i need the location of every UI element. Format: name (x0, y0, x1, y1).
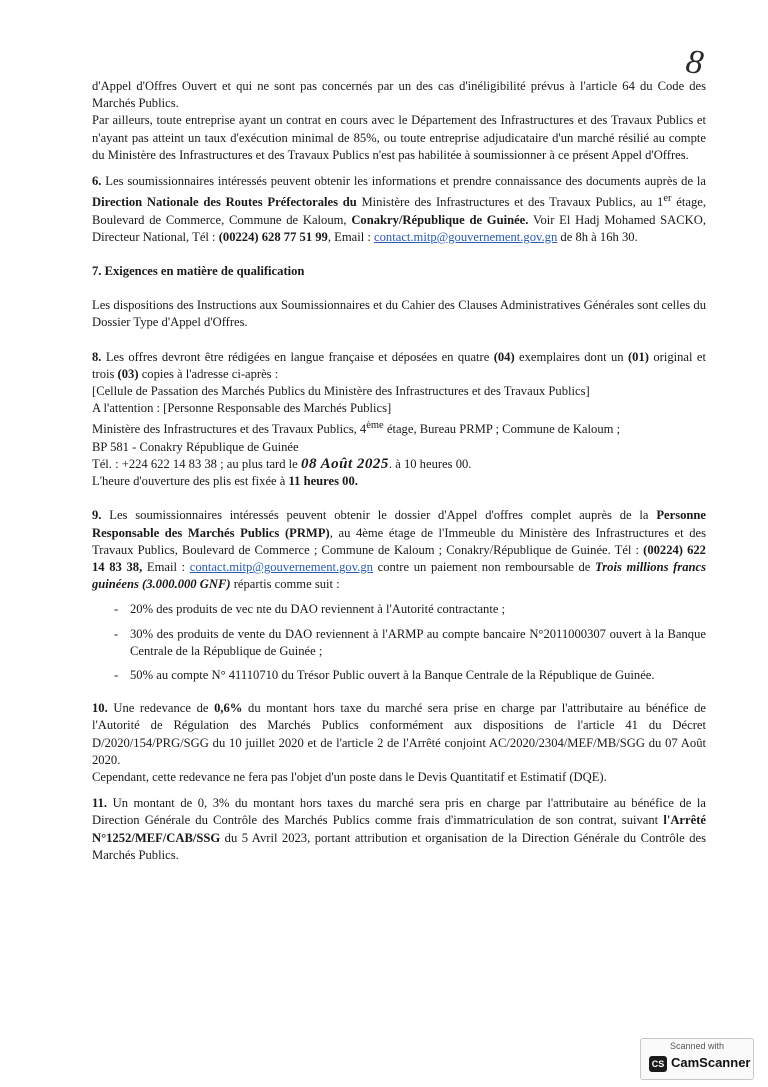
camscanner-logo-icon: CS (649, 1056, 667, 1072)
section-9-number: 9. (92, 508, 102, 523)
section-10: 10. Une redevance de 0,6% du montant hors taxe du marché sera prise en charge par l'attributaire au bénéfice de l'Autorité de Régulation des Marchés Publics conformément aux dispositions de l'article 41 du Décret D/2020/154/PRG/SGG du 10 juillet 2020 et de l'article 2 de l'Arrêté conjoint AC/2020/2304/MEF/MB/SGG du 07 Août 2020. (92, 701, 707, 767)
section-10-number: 10. (92, 701, 108, 716)
handwritten-page-number: 8 (683, 43, 706, 83)
address-attention: A l'attention : [Personne Responsable des Marchés Publics] (92, 401, 392, 416)
intro-paragraph-2: Par ailleurs, toute entreprise ayant un contrat en cours avec le Département des Infrastructures et des Travaux Publics et n'ayant pas atteint un taux d'exécution minimal de 85%, ou toute entreprise adjudicataire d'un marché résilié au compte du Ministère des Infrastructures et des Travaux Publics n'est pas habilitée à soumissionner à ce présent Appel d'Offres. (92, 113, 706, 162)
section-9: 9. Les soumissionnaires intéressés peuvent obtenir le dossier d'Appel d'offres complet auprès de la Personne Responsable des Marchés Publics (PRMP), au 4ème étage de l'Immeuble du Ministère des Infrastructures et des Travaux Publics, Boulevard de Commerce ; Commune de Kaloum ; Conakry/République de Guinée. Tél : (00224) 622 14 83 38, Email : contact.mitp@gouvernement.gov.gn contre un paiement non remboursable de Trois millions francs guinéens (3.000.000 GNF) répartis comme suit : (92, 508, 707, 592)
opening-time-line: L'heure d'ouverture des plis est fixée à 11 heures 00. (92, 474, 358, 489)
handwritten-deadline-date: 08 Août 2025 (300, 456, 389, 473)
prmp-title: Personne Responsable des Marchés Publics (PRMP) (92, 508, 707, 540)
section-7-text: Les dispositions des Instructions aux Soumissionnaires et du Cahier des Clauses Administratives Générales sont celles du Dossier Type d'Appel d'Offres. (92, 298, 706, 330)
list-item: - 20% des produits de vec nte du DAO reviennent à l'Autorité contractante ; (114, 602, 506, 617)
section-6-number: 6. (92, 174, 102, 189)
directorate-name: Direction Nationale des Routes Préfectorales du (92, 195, 357, 210)
prmp-email-link[interactable]: contact.mitp@gouvernement.gov.gn (189, 560, 373, 575)
section-6: 6. Les soumissionnaires intéressés peuvent obtenir les informations et prendre connaissance des documents auprès de la Direction Nationale des Routes Préfectorales du Ministère des Infrastructures et des Travaux Publics, au 1er étage, Boulevard de Commerce, Commune de Kaloum, Conakry/République de Guinée. Voir El Hadj Mohamed SACKO, Directeur National, Tél : (00224) 628 77 51 99, Email : contact.mitp@gouvernement.gov.gn de 8h à 16h 30. (92, 174, 706, 244)
dossier-price: Trois millions francs guinéens (3.000.000 GNF) (92, 560, 707, 592)
deadline-line: Tél. : +224 622 14 83 38 ; au plus tard le 08 Août 2025. à 10 heures 00. (92, 456, 472, 473)
distribution-list (92, 601, 706, 684)
section-11: 11. Un montant de 0, 3% du montant hors taxes du marché sera pris en charge par l'attributaire au bénéfice de la Direction Générale du Contrôle des Marchés Publics comme frais d'immatriculation de son contrat, suivant l'Arrêté N°1252/MEF/CAB/SSG du 5 Avril 2023, portant attribution et organisation de la Direction Générale du Contrôle des Marchés Publics. (92, 796, 706, 862)
address-cell: [Cellule de Passation des Marchés Publics du Ministère des Infrastructures et des Travaux Publics] (92, 384, 590, 399)
camscanner-watermark: Scanned with CS CamScanner (640, 1038, 754, 1080)
address-bp: BP 581 - Conakry République de Guinée (92, 439, 299, 454)
section-10-note: Cependant, cette redevance ne fera pas l'objet d'un poste dans le Devis Quantitatif et Estimatif (DQE). (92, 770, 607, 785)
section-8: 8. Les offres devront être rédigées en langue française et déposées en quatre (04) exemplaires dont un (01) original et trois (03) copies à l'adresse ci-après : (92, 349, 706, 381)
section-7-title: 7. Exigences en matière de qualification (92, 264, 305, 279)
section-8-number: 8. (92, 349, 102, 364)
director-phone: (00224) 628 77 51 99 (218, 229, 328, 244)
address-ministry: Ministère des Infrastructures et des Travaux Publics, 4ème étage, Bureau PRMP ; Commune de Kaloum ; (92, 420, 621, 437)
decree-reference: l'Arrêté N°1252/MEF/CAB/SSG (92, 813, 706, 845)
prmp-phone: (00224) 622 14 83 38, (92, 542, 706, 575)
section-11-number: 11. (92, 796, 108, 811)
list-item: - 50% au compte N° 41110710 du Trésor Public ouvert à la Banque Centrale de la République de Guinée. (114, 668, 655, 683)
document-body (92, 78, 706, 864)
intro-paragraph-1: d'Appel d'Offres Ouvert et qui ne sont pas concernés par un des cas d'inéligibilité prévus à l'article 64 du Code des Marchés Publics. (92, 79, 706, 111)
list-item: - 30% des produits de vente du DAO reviennent à l'ARMP au compte bancaire N°2011000307 ouvert à la Banque Centrale de la République de Guinée ; (114, 626, 706, 658)
contact-email-link[interactable]: contact.mitp@gouvernement.gov.gn (374, 229, 558, 244)
